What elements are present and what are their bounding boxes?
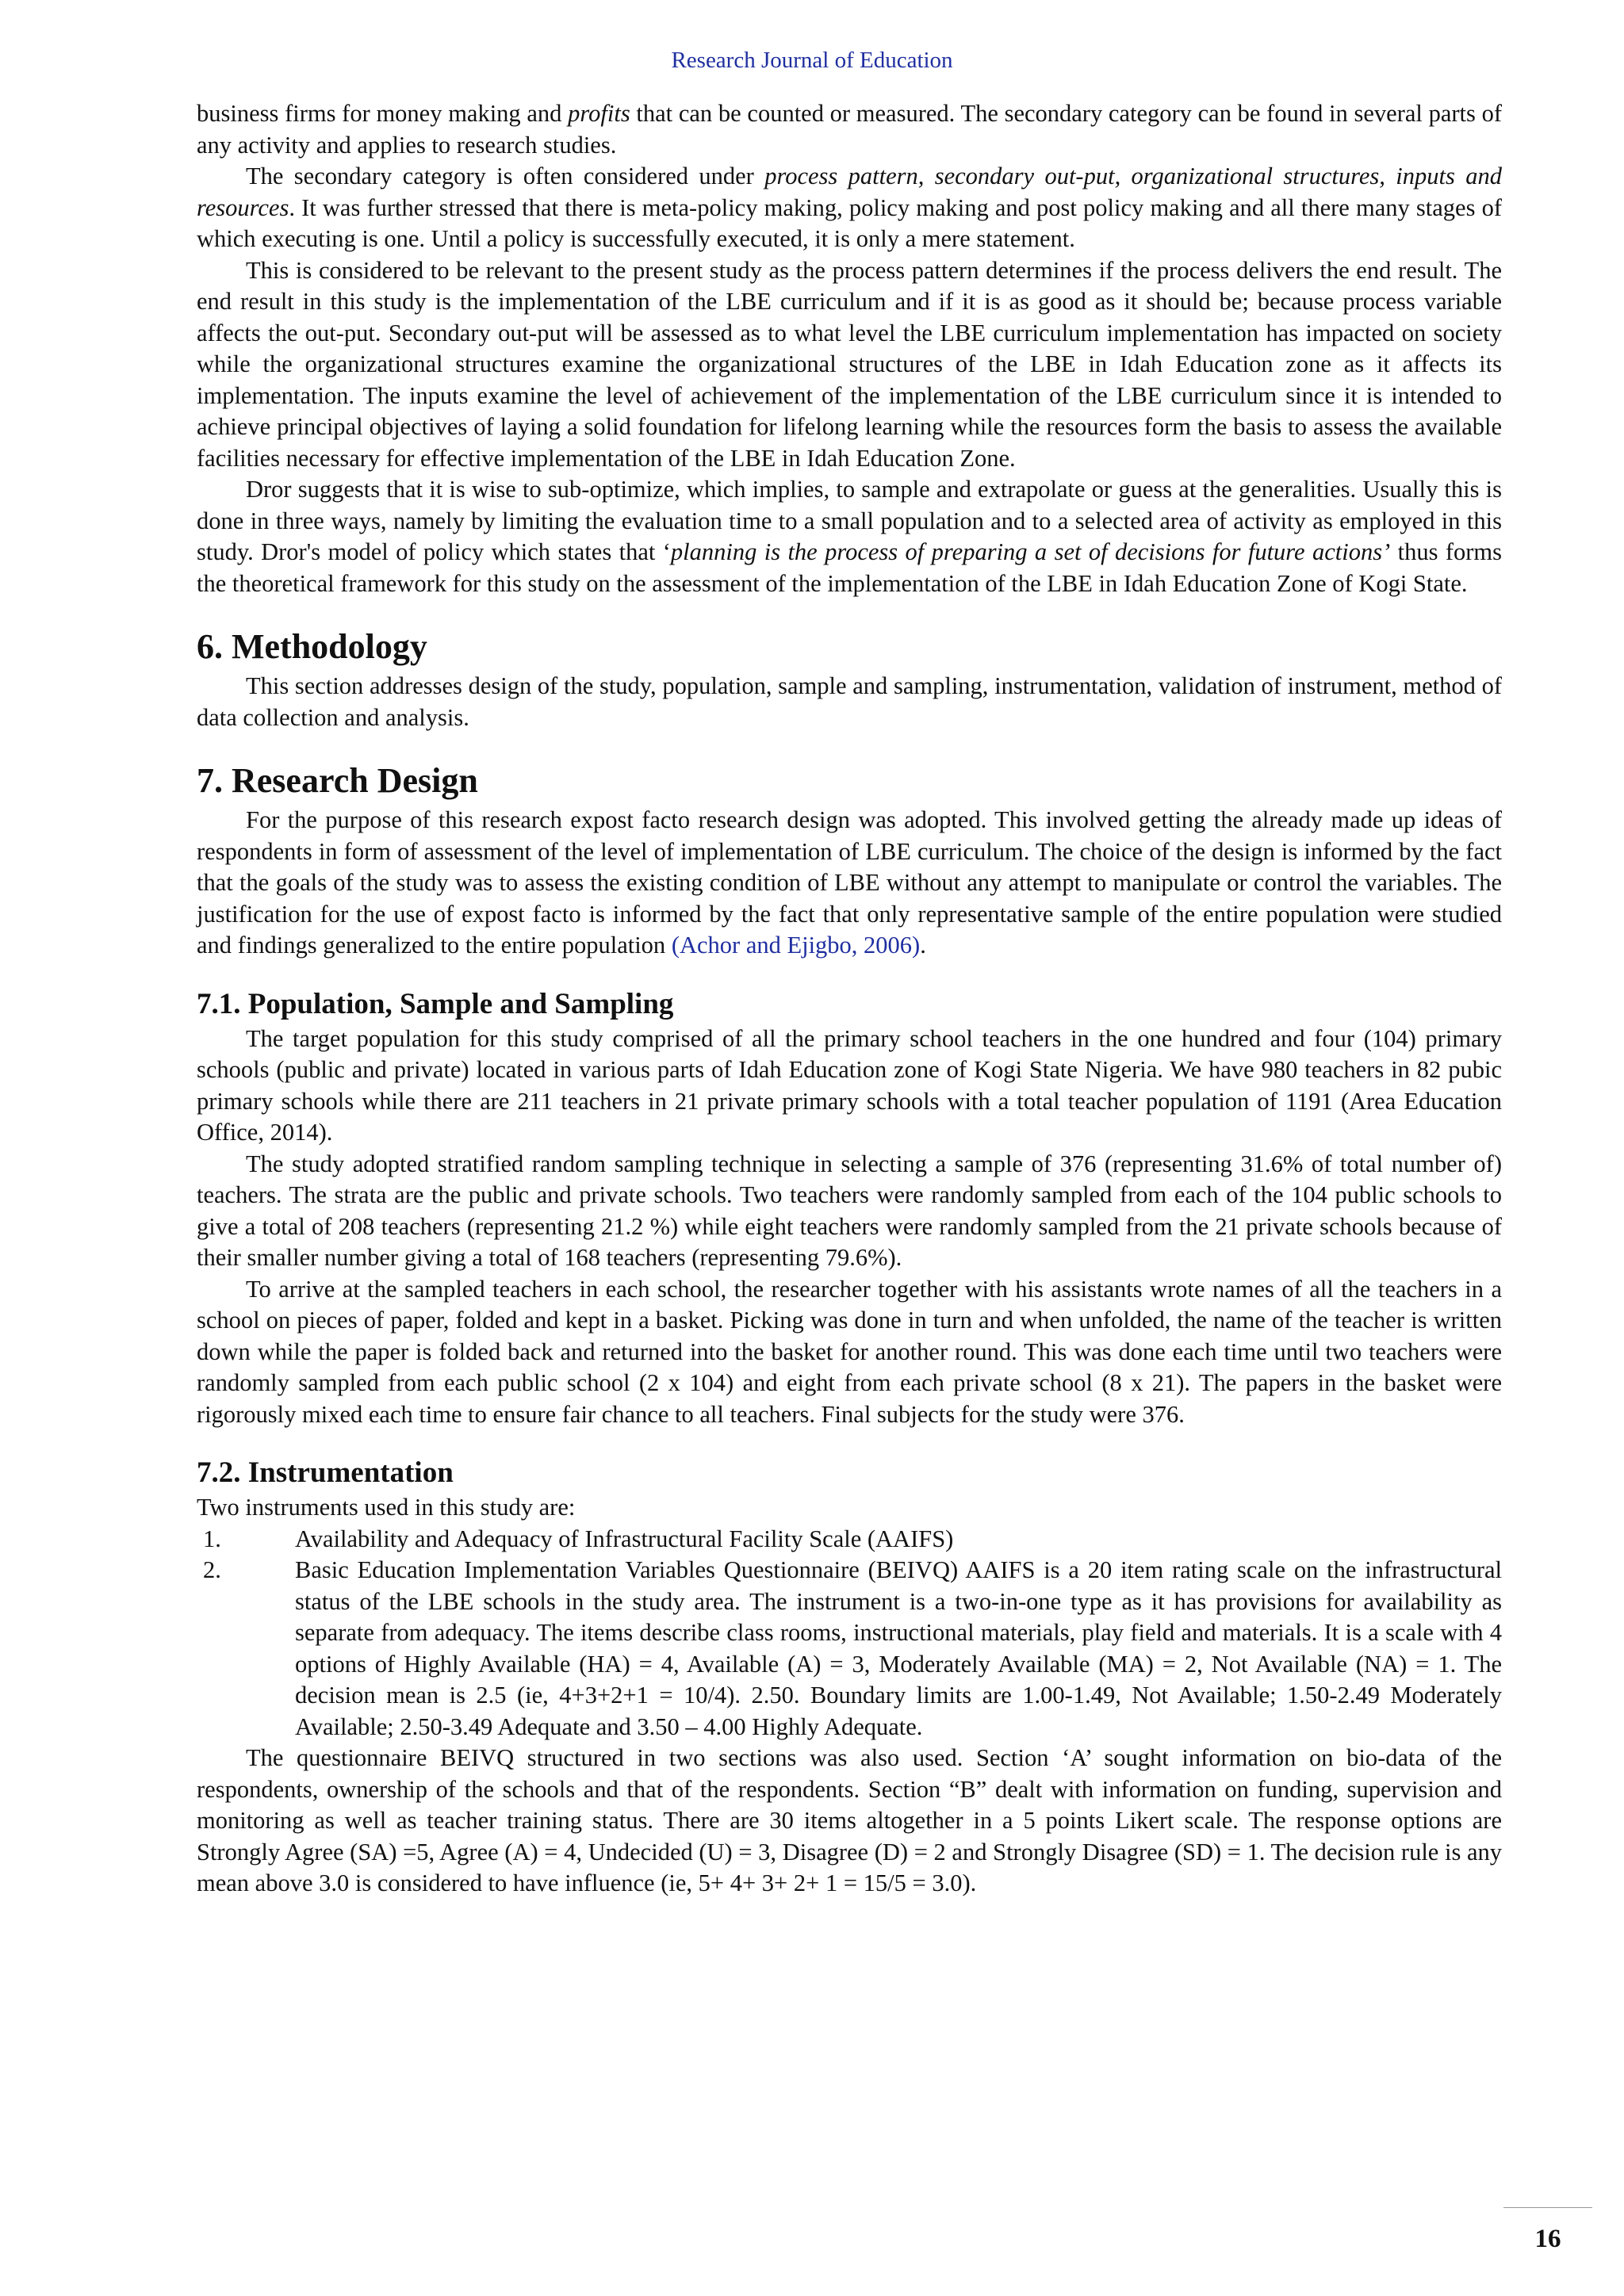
paragraph-relevance: This is considered to be relevant to the present study as the process pattern determines if the process delivers the end result. The end result in this study is the implementation of the LBE curriculum and if it is as good as it should be; because process variable affects the out-put. Secondary out-put will be assessed as to what level the LBE curriculum implementation has impacted on society while the organizational structures examine the organizational structures of the LBE in Idah Education zone as it affects its implementation. The inputs examine the level of achievement of the implementation of the LBE curriculum since it is intended to achieve principal objectives of laying a solid foundation for lifelong learning while the resources form the basis to assess the available facilities necessary for effective implementation of the LBE in Idah Education Zone. [197, 256, 1502, 472]
subsection-heading-population: 7.1. Population, Sample and Sampling [197, 987, 674, 1020]
subsection-heading-instrumentation: 7.2. Instrumentation [197, 1456, 454, 1489]
italic-run: profits [568, 100, 630, 127]
list-item [197, 1524, 1502, 1556]
paragraph-continuation [197, 98, 1502, 161]
section-heading-research-design: 7. Research Design [197, 761, 478, 800]
footer-rule [1503, 2207, 1592, 2208]
text-run: The secondary category is often considered under [246, 163, 765, 189]
text-run: that can be counted or measured. The secondary category can be found in several parts of any activity and applies to research studies. [197, 100, 1502, 159]
paragraph-methodology: This section addresses design of the study, population, sample and sampling, instrumentation, validation of instrument, method of data collection and analysis. [197, 672, 1502, 731]
text-run: business firms for money making and [197, 100, 569, 127]
paragraph-population: The target population for this study comprised of all the primary school teachers in the one hundred and four (104) primary schools (public and private) located in various parts of Idah Education zone of Kogi State Nigeria. We have 980 teachers in 82 pubic primary schools while there are 211 teachers in 21 private primary schools with a total teacher population of 1191 (Area Education Office, 2014). [197, 1024, 1502, 1146]
list-number: 1. [203, 1525, 221, 1552]
paragraph-instrumentation-intro: Two instruments used in this study are: [197, 1494, 576, 1521]
section-heading-methodology: 6. Methodology [197, 627, 427, 666]
text-run: . It was further stressed that there is meta-policy making, policy making and post policy making and all there many stages of which executing is one. Until a policy is successfully executed, it is only a mere statement. [197, 193, 1502, 252]
citation-link[interactable]: (Achor and Ejigbo, 2006) [671, 932, 921, 959]
text-run: thus forms the theoretical framework for this study on the assessment of the implementation of the LBE in Idah Education Zone of Kogi State. [197, 538, 1502, 597]
paragraph-sampling-procedure: To arrive at the sampled teachers in each school, the researcher together with his assistants wrote names of all the teachers in a school on pieces of paper, folded and kept in a basket. Picking was done in turn and when unfolded, the name of the teacher is written down while the paper is folded back and returned into the basket for another round. This was done each time until two teachers were randomly sampled from each public school (2 x 104) and eight from each private school (8 x 21). The papers in the basket were rigorously mixed each time to ensure fair chance to all teachers. Final subjects for the study were 376. [197, 1275, 1502, 1428]
paragraph-dror [197, 474, 1502, 599]
text-run: . [920, 932, 926, 959]
list-item [197, 1555, 1502, 1743]
page-number: 16 [1534, 2225, 1561, 2253]
italic-run: planning is the process of preparing a set of decisions for future actions’ [670, 538, 1391, 565]
text-run: Dror suggests that it is wise to sub-optimize, which implies, to sample and extrapolate or guess at the generalities. Usually this is done in three ways, namely by limiting the evaluation time to a small population and to a selected area of activity as employed in this study. Dror's model of policy which states that ‘ [197, 476, 1502, 565]
paragraph-questionnaire: The questionnaire BEIVQ structured in two sections was also used. Section ‘A’ sought information on bio-data of the respondents, ownership of the schools and that of the respondents. Section “B” dealt with information on funding, supervision and monitoring as well as teacher training status. There are 30 items altogether in a 5 points Likert scale. The response options are Strongly Agree (SA) =5, Agree (A) = 4, Undecided (U) = 3, Disagree (D) = 2 and Strongly Disagree (SD) = 1. The decision rule is any mean above 3.0 is considered to have influence (ie, 5+ 4+ 3+ 2+ 1 = 15/5 = 3.0). [197, 1744, 1502, 1896]
paragraph-secondary-category [197, 161, 1502, 255]
paragraph-research-design [197, 805, 1502, 962]
text-run: For the purpose of this research expost facto research design was adopted. This involved getting the already made up ideas of respondents in form of assessment of the level of implementation of LBE curriculum. The choice of the design is informed by the fact that the goals of the study was to assess the existing condition of LBE without any attempt to manipulate or control the variables. The justification for the use of expost facto is informed by the fact that only representative sample of the entire population were studied and findings generalized to the entire population [197, 806, 1502, 959]
paragraph-sampling: The study adopted stratified random sampling technique in selecting a sample of 376 (representing 31.6% of total number of) teachers. The strata are the public and private schools. Two teachers were randomly sampled from each of the 104 public schools to give a total of 208 teachers (representing 21.2 %) while eight teachers were randomly sampled from the 21 private schools because of their smaller number giving a total of 168 teachers (representing 79.6%). [197, 1150, 1502, 1271]
article-body [197, 98, 1502, 1900]
list-number: 2. [203, 1556, 221, 1583]
running-header: Research Journal of Education [671, 48, 953, 73]
list-text: Basic Education Implementation Variables Questionnaire (BEIVQ) AAIFS is a 20 item rating scale on the infrastructural status of the LBE schools in the study area. The instrument is a two-in-one type as it has provisions for availability as separate from adequacy. The items describe class rooms, instructional materials, play field and materials. It is a scale with 4 options of Highly Available (HA) = 4, Available (A) = 3, Moderately Available (MA) = 2, Not Available (NA) = 1. The decision mean is 2.5 (ie, 4+3+2+1 = 10/4). 2.50. Boundary limits are 1.00-1.49, Not Available; 1.50-2.49 Moderately Available; 2.50-3.49 Adequate and 3.50 – 4.00 Highly Adequate. [295, 1556, 1502, 1740]
list-text: Availability and Adequacy of Infrastructural Facility Scale (AAIFS) [295, 1525, 954, 1552]
italic-run: process pattern, secondary out-put, organizational structures, inputs and resources [197, 163, 1502, 221]
